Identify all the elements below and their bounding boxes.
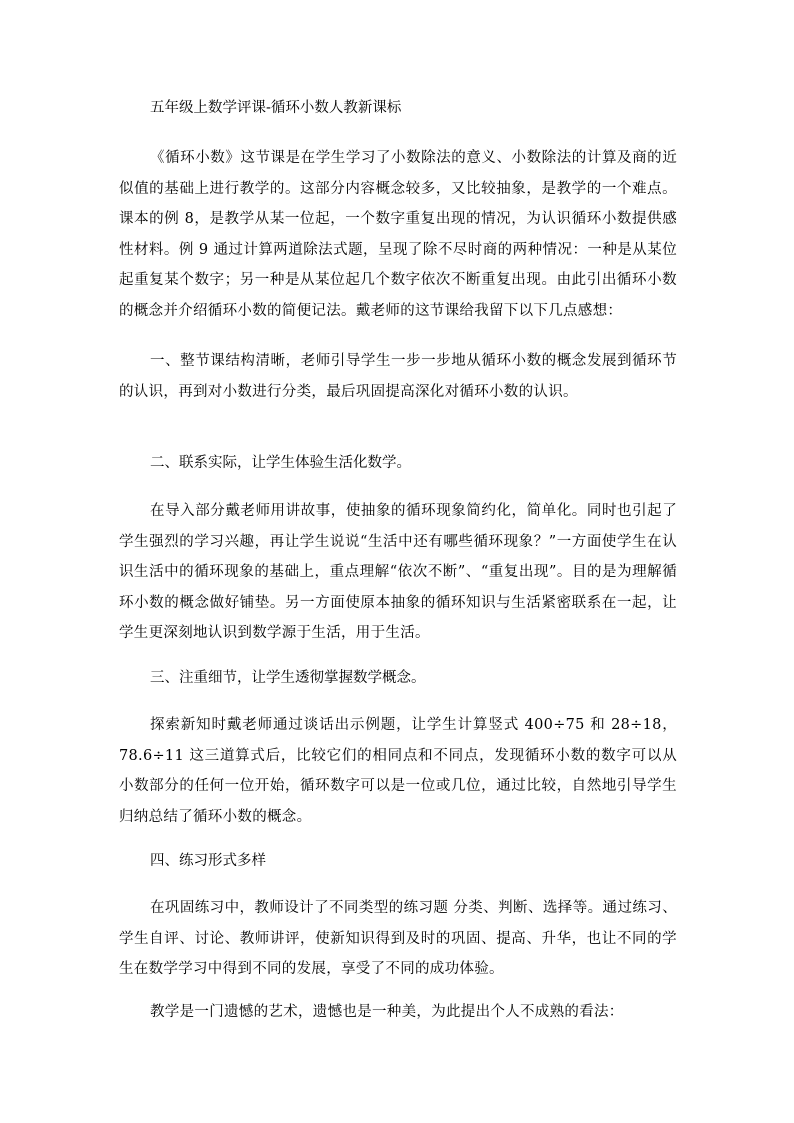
document-title: 五年级上数学评课-循环小数人教新课标 <box>150 100 402 116</box>
paragraph-point-three-detail: 探索新知时戴老师通过谈话出示例题，让学生计算竖式 400÷75 和 28÷18，78.6÷11 这三道算式后，比较它们的相同点和不同点，发现循环小数的数字可以从小数部分的任何一位开始，循环数字可以是一位或几位，通过比较，自然地引导学生归纳总结了循环小数的概念。 <box>119 717 677 825</box>
paragraph-point-two-detail: 在导入部分戴老师用讲故事，使抽象的循环现象简约化，简单化。同时也引起了学生强烈的学习兴趣，再让学生说说“生活中还有哪些循环现象？”一方面使学生在认识生活中的循环现象的基础上，重点理解“依次不断”、“重复出现”。目的是为理解循环小数的概念做好铺垫。另一方面使原本抽象的循环知识与生活紧密联系在一起，让学生更深刻地认识到数学源于生活，用于生活。 <box>119 503 677 641</box>
paragraph-point-four-detail: 在巩固练习中，教师设计了不同类型的练习题 分类、判断、选择等。通过练习、学生自评、讨论、教师讲评，使新知识得到及时的巩固、提高、升华，也让不同的学生在数学学习中得到不同的发展，享受了不同的成功体验。 <box>119 900 677 977</box>
heading-point-three: 三、注重细节，让学生透彻掌握数学概念。 <box>150 670 426 686</box>
paragraph-closing: 教学是一门遗憾的艺术，遗憾也是一种美，为此提出个人不成熟的看法： <box>150 1004 624 1020</box>
heading-point-four: 四、练习形式多样 <box>150 853 266 869</box>
heading-point-two: 二、联系实际，让学生体验生活化数学。 <box>150 455 411 471</box>
paragraph-point-one: 一、整节课结构清晰，老师引导学生一步一步地从循环小数的概念发展到循环节的认识，再到对小数进行分类，最后巩固提高深化对循环小数的认识。 <box>119 353 677 400</box>
paragraph-intro: 《循环小数》这节课是在学生学习了小数除法的意义、小数除法的计算及商的近似值的基础上进行教学的。这部分内容概念较多，又比较抽象，是教学的一个难点。课本的例 8，是教学从某一位起，一个数字重复出现的情况，为认识循环小数提供感性材料。例 9 通过计算两道除法式题，呈现了除不尽时商的两种情况：一种是从某位起重复某个数字；另一种是从某位起几个数字依次不断重复出现。由此引出循环小数的概念并介绍循环小数的简便记法。戴老师的这节课给我留下以下几点感想： <box>119 150 677 319</box>
